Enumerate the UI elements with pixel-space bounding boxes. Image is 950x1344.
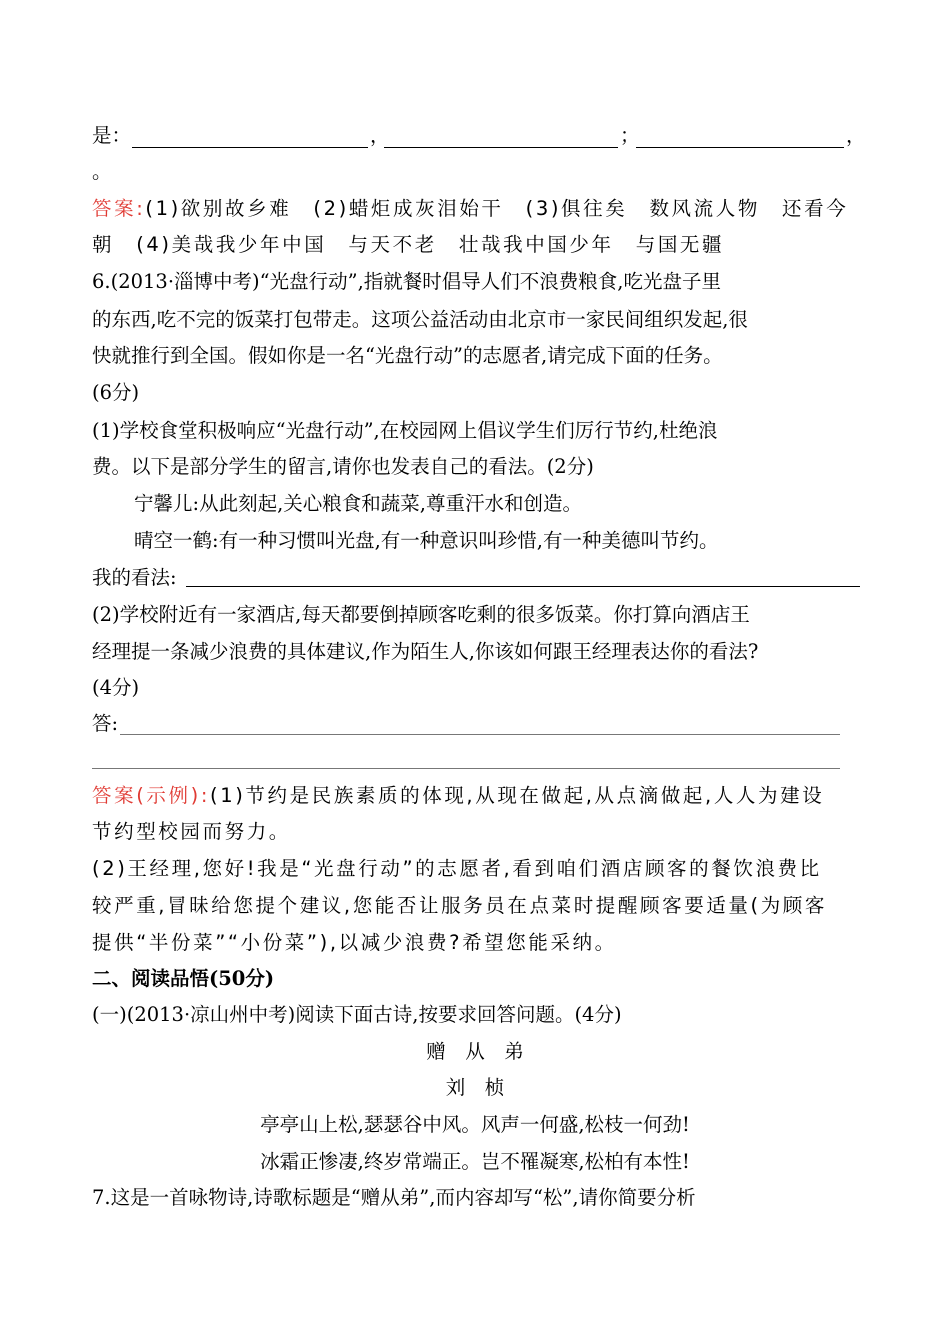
q6-sub1-line1: (1)学校食堂积极响应“光盘行动”,在校园网上倡议学生们厉行节约,杜绝浪 bbox=[92, 419, 718, 442]
answer6-label: 答案(示例): bbox=[92, 784, 210, 807]
q6-comment2: 晴空一鹤:有一种习惯叫光盘,有一种意识叫珍惜,有一种美德叫节约。 bbox=[134, 529, 719, 552]
q5-blank-2[interactable] bbox=[384, 147, 618, 148]
section2-title: 二、阅读品悟(50分) bbox=[92, 967, 275, 990]
q6-score: (6分) bbox=[92, 381, 140, 404]
q6-sub2-score: (4分) bbox=[92, 676, 140, 699]
q6-line1: 6.(2013·淄博中考)“光盘行动”,指就餐时倡导人们不浪费粮食,吃光盘子里 bbox=[92, 270, 721, 293]
answer6-text-4: 较严重,冒昧给您提个建议,您能否让服务员在点菜时提醒顾客要适量(为顾客 bbox=[92, 894, 828, 917]
my-view-label: 我的看法: bbox=[92, 566, 177, 589]
q6-line3: 快就推行到全国。假如你是一名“光盘行动”的志愿者,请完成下面的任务。 bbox=[92, 344, 723, 367]
q5-comma-2: ， bbox=[846, 124, 866, 147]
q5-blank-1[interactable] bbox=[132, 147, 368, 148]
answer5-label: 答案: bbox=[92, 197, 146, 220]
answer6-line1 bbox=[92, 786, 824, 806]
answer6-text-2: 节约型校园而努力。 bbox=[92, 820, 291, 843]
q6-sub1-line2: 费。以下是部分学生的留言,请你也发表自己的看法。(2分) bbox=[92, 455, 594, 478]
answer6-text-5: 提供“半份菜”“小份菜”),以减少浪费?希望您能采纳。 bbox=[92, 931, 617, 954]
q5-comma-1: ， bbox=[370, 124, 390, 147]
q6-line2: 的东西,吃不完的饭菜打包带走。这项公益活动由北京市一家民间组织发起,很 bbox=[92, 308, 748, 331]
poem-line1: 亭亭山上松,瑟瑟谷中风。风声一何盛,松枝一何劲! bbox=[260, 1113, 690, 1136]
q6-answer-label: 答: bbox=[92, 712, 119, 735]
q5-end-mark: 。 bbox=[92, 160, 112, 183]
section2-part1: (一)(2013·凉山州中考)阅读下面古诗,按要求回答问题。(4分) bbox=[92, 1003, 622, 1026]
q6-sub2-line2: 经理提一条减少浪费的具体建议,作为陌生人,你该如何跟王经理表达你的看法? bbox=[92, 640, 759, 663]
poem-line2: 冰霜正惨凄,终岁常端正。岂不罹凝寒,松柏有本性! bbox=[260, 1150, 690, 1173]
answer5-line1 bbox=[92, 199, 848, 219]
poem-author: 刘 桢 bbox=[445, 1076, 505, 1099]
answer-blank-2[interactable] bbox=[92, 768, 840, 769]
answer5-text-2: 朝 (4)美哉我少年中国 与天不老 壮哉我中国少年 与国无疆 bbox=[92, 233, 725, 256]
answer6-text-1: (1)节约是民族素质的体现,从现在做起,从点滴做起,人人为建设 bbox=[210, 784, 825, 807]
my-view-blank[interactable] bbox=[186, 586, 860, 587]
q6-sub2-line1: (2)学校附近有一家酒店,每天都要倒掉顾客吃剩的很多饭菜。你打算向酒店王 bbox=[92, 603, 750, 626]
answer6-text-3: (2)王经理,您好!我是“光盘行动”的志愿者,看到咱们酒店顾客的餐饮浪费比 bbox=[92, 857, 822, 880]
q5-blank-3[interactable] bbox=[636, 147, 844, 148]
answer5-text-1: (1)欲别故乡难 (2)蜡炬成灰泪始干 (3)俱往矣 数风流人物 还看今 bbox=[145, 197, 849, 220]
poem-title: 赠 从 弟 bbox=[426, 1040, 524, 1063]
q5-prefix: 是： bbox=[92, 124, 132, 147]
answer-blank-1[interactable] bbox=[120, 734, 840, 735]
q5-semicolon: ； bbox=[620, 124, 640, 147]
q7-line1: 7.这是一首咏物诗,诗歌标题是“赠从弟”,而内容却写“松”,请你简要分析 bbox=[92, 1186, 696, 1209]
q6-comment1: 宁馨儿:从此刻起,关心粮食和蔬菜,尊重汗水和创造。 bbox=[134, 492, 582, 515]
